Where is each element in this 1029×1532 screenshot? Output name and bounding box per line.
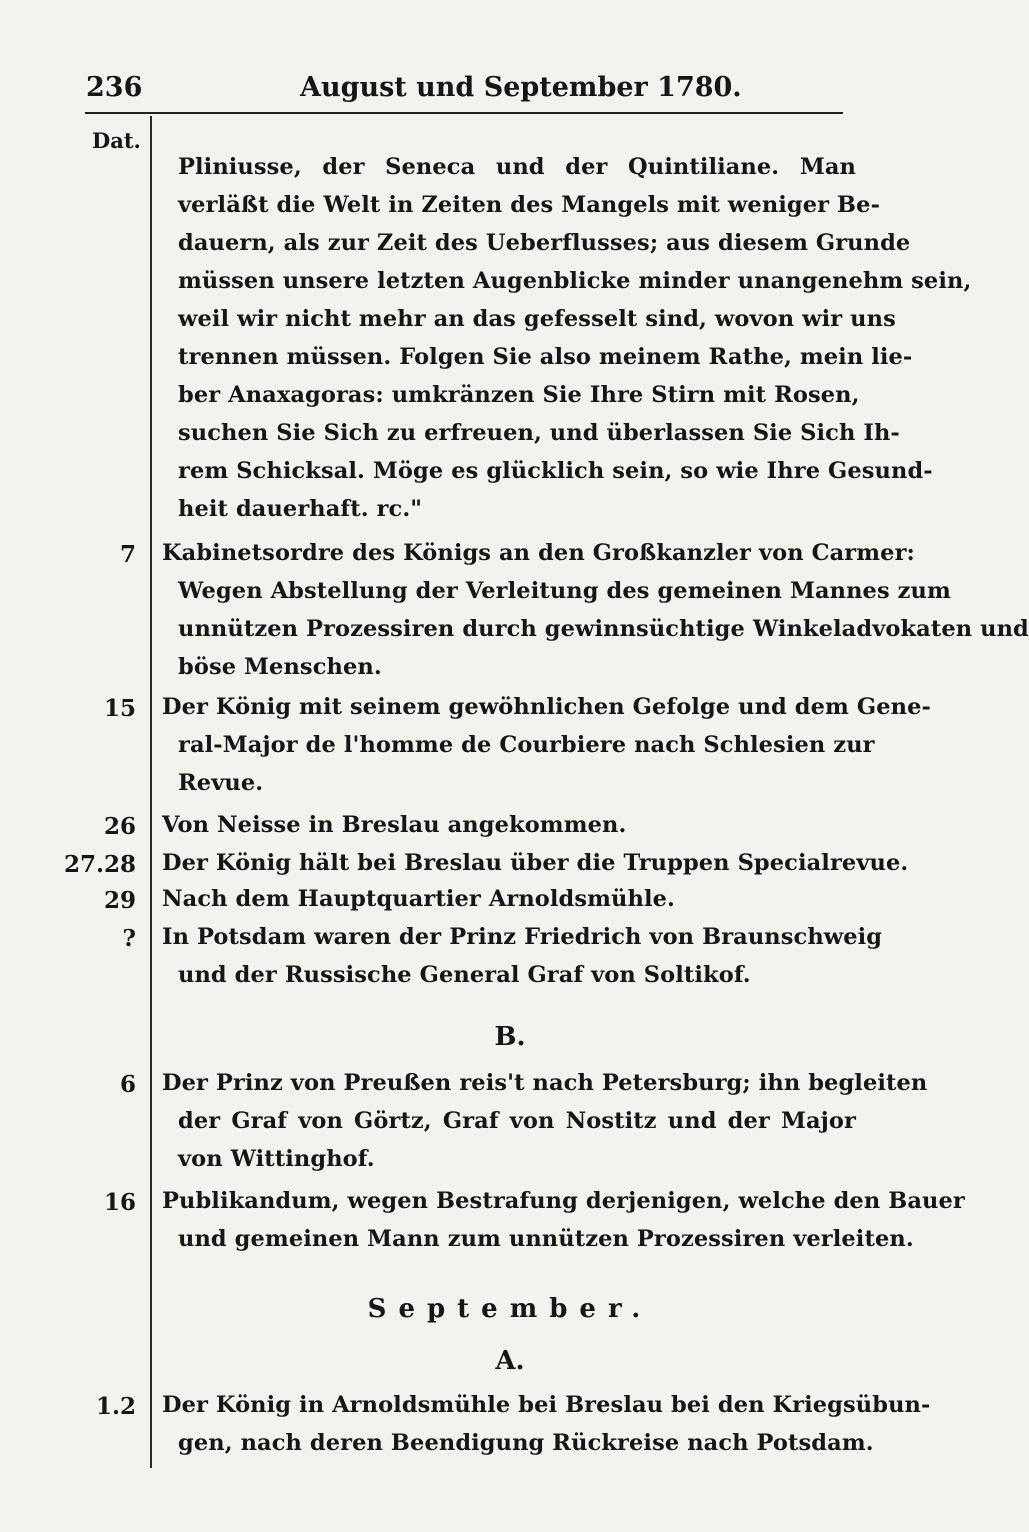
entry-date: 27.28 xyxy=(63,851,136,878)
page-number: 236 xyxy=(86,72,143,103)
entry-text-line: Kabinetsordre des Königs an den Großkanzler von Carmer: xyxy=(162,540,915,566)
entry-text-line: Pliniusse, der Seneca und der Quintiliane. Man xyxy=(178,154,856,180)
entry-text-line: heit dauerhaft. rc." xyxy=(178,496,423,522)
entry-date: 1.2 xyxy=(95,1393,136,1420)
entry-text-line: Wegen Abstellung der Verleitung des gemeinen Mannes zum xyxy=(178,578,951,604)
entry-text-line: böse Menschen. xyxy=(178,654,382,680)
entry-text-line: Der Prinz von Preußen reis't nach Petersburg; ihn begleiten xyxy=(162,1070,928,1096)
entry-text-line: ber Anaxagoras: umkränzen Sie Ihre Stirn mit Rosen, xyxy=(178,382,860,408)
entry-text-line: Revue. xyxy=(178,770,264,796)
section-heading: September. xyxy=(367,1294,653,1324)
entry-text-line: müssen unsere letzten Augenblicke minder unangenehm sein, xyxy=(178,268,972,294)
column-rule xyxy=(150,116,152,1468)
entry-text-line: Der König hält bei Breslau über die Truppen Specialrevue. xyxy=(162,850,909,876)
section-heading: B. xyxy=(494,1022,526,1052)
entry-date: 29 xyxy=(103,887,136,914)
entry-text-line: Publikandum, wegen Bestrafung derjenigen, welche den Bauer xyxy=(162,1188,965,1214)
entry-text-line: der Graf von Görtz, Graf von Nostitz und der Major xyxy=(178,1108,856,1134)
entry-text-line: ral-Major de l'homme de Courbiere nach Schlesien zur xyxy=(178,732,875,758)
date-column-label: Dat. xyxy=(92,128,141,153)
entry-text-line: trennen müssen. Folgen Sie also meinem Rathe, mein lie- xyxy=(178,344,913,370)
entry-date: 7 xyxy=(119,541,136,568)
entry-date: 6 xyxy=(119,1071,136,1098)
entry-text-line: rem Schicksal. Möge es glücklich sein, so wie Ihre Gesund- xyxy=(178,458,933,484)
entry-date: 15 xyxy=(103,695,136,722)
entry-date: 16 xyxy=(103,1189,136,1216)
entry-text-line: In Potsdam waren der Prinz Friedrich von Braunschweig xyxy=(162,924,883,950)
running-title: August und September 1780. xyxy=(300,72,742,103)
entry-text-line: unnützen Prozessiren durch gewinnsüchtige Winkeladvokaten und xyxy=(178,616,1029,642)
entry-text-line: dauern, als zur Zeit des Ueberflusses; aus diesem Grunde xyxy=(178,230,911,256)
entry-date: ? xyxy=(122,925,136,952)
entry-text-line: Der König mit seinem gewöhnlichen Gefolge und dem Gene- xyxy=(162,694,931,720)
entry-text-line: Von Neisse in Breslau angekommen. xyxy=(162,812,627,838)
entry-text-line: verläßt die Welt in Zeiten des Mangels mit weniger Be- xyxy=(178,192,881,218)
entry-date: 26 xyxy=(103,813,136,840)
entry-text-line: gen, nach deren Beendigung Rückreise nach Potsdam. xyxy=(178,1430,874,1456)
entry-text-line: Nach dem Hauptquartier Arnoldsmühle. xyxy=(162,886,675,912)
entry-text-line: und gemeinen Mann zum unnützen Prozessiren verleiten. xyxy=(178,1226,914,1252)
entry-text-line: suchen Sie Sich zu erfreuen, und überlassen Sie Sich Ih- xyxy=(178,420,900,446)
entry-text-line: von Wittinghof. xyxy=(178,1146,375,1172)
header-rule xyxy=(85,112,843,114)
entry-text-line: und der Russische General Graf von Soltikof. xyxy=(178,962,751,988)
section-heading: A. xyxy=(495,1346,525,1376)
entry-text-line: Der König in Arnoldsmühle bei Breslau bei den Kriegsübun- xyxy=(162,1392,931,1418)
entry-text-line: weil wir nicht mehr an das gefesselt sind, wovon wir uns xyxy=(178,306,896,332)
